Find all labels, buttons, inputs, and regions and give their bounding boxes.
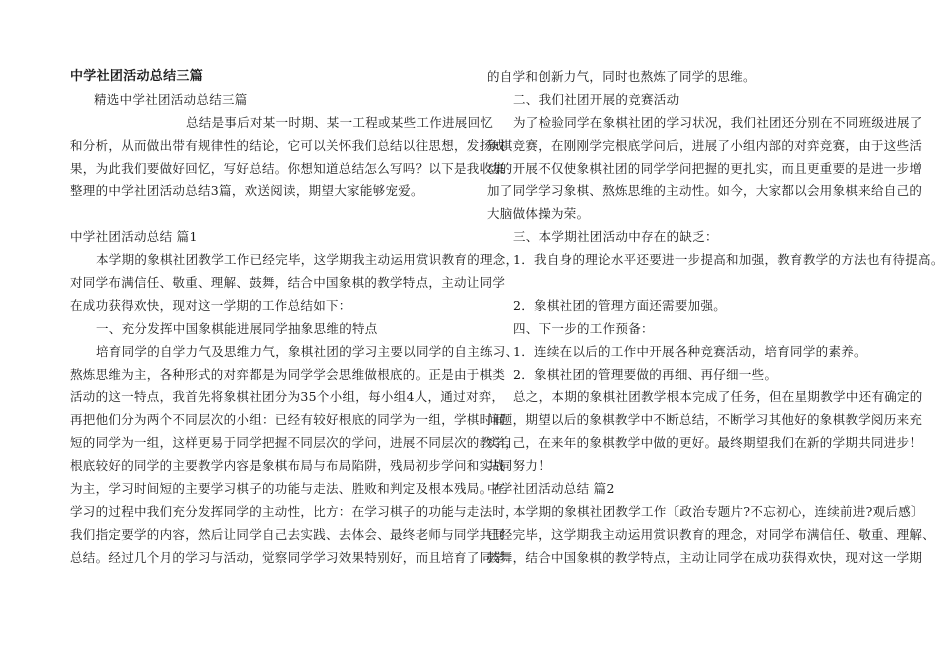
right-column-line: 2．象棋社团的管理方面还需要加强。 bbox=[513, 297, 727, 313]
left-column-line: 培育同学的自学力气及思维力气，象棋社团的学习主要以同学的自主练习、 bbox=[96, 343, 519, 359]
right-column-line: 三、本学期社团活动中存在的缺乏： bbox=[513, 229, 718, 245]
left-column bbox=[70, 66, 519, 570]
right-column-line: 1．我自身的理论水平还要进一步提高和加强，教育教学的方法也有待提高。 bbox=[513, 252, 944, 268]
right-column-line: 的自学和创新力气，同时也熬炼了同学的思维。 bbox=[487, 69, 756, 84]
left-column-line: 精选中学社团活动总结三篇 bbox=[94, 91, 248, 107]
left-column-line: 对同学布满信任、敬重、理解、鼓舞，结合中国象棋的教学特点，主动让同学 bbox=[70, 275, 506, 291]
left-column-line: 为主，学习时间短的主要学习棋子的功能与走法、胜败和判定及根本残局。在 bbox=[70, 481, 506, 497]
left-column-line: 活动的这一特点，我首先将象棋社团分为35个小组，每小组4人，通过对弈， bbox=[70, 389, 505, 405]
right-column bbox=[487, 66, 944, 570]
left-column-line: 中学社团活动总结 篇1 bbox=[70, 229, 198, 245]
right-column-line: 二、我们社团开展的竞赛活动 bbox=[513, 91, 680, 107]
right-column-line: 问题，期望以后的象棋教学中不断总结，不断学习其他好的象棋教学阅历来充 bbox=[487, 412, 923, 428]
right-column-line: 鼓舞，结合中国象棋的教学特点，主动让同学在成功获得欢快，现对这一学期 bbox=[487, 549, 923, 565]
document-title: 中学社团活动总结三篇 bbox=[70, 69, 204, 84]
right-column-line: 1．连续在以后的工作中开展各种竞赛活动，培育同学的素养。 bbox=[513, 343, 867, 359]
right-column-line: 动的开展不仅使象棋社团的同学学问把握的更扎实，而且更重要的是进一步增 bbox=[487, 160, 923, 176]
left-column-line: 短的同学为一组，这样更易于同学把握不同层次的学问，进展不同层次的教学， bbox=[70, 435, 519, 451]
right-column-line: 2．象棋社团的管理要做的再细、再仔细一些。 bbox=[513, 366, 778, 382]
left-column-line: 根底较好的同学的主要教学内容是象棋布局与布局陷阱，残局初步学问和实战 bbox=[70, 458, 506, 474]
right-column-line: 总之，本期的象棋社团教学根本完成了任务，但在星期教学中还有确定的 bbox=[513, 389, 923, 405]
right-column-line: 中学社团活动总结 篇2 bbox=[487, 481, 615, 497]
right-column-line: 本学期的象棋社团教学工作〔政治专题片?不忘初心，连续前进?观后感〕 bbox=[513, 503, 924, 519]
left-column-line: 一、充分发挥中国象棋能进展同学抽象思维的特点 bbox=[96, 320, 378, 336]
left-column-line: 学习的过程中我们充分发挥同学的主动性，比方：在学习棋子的功能与走法时， bbox=[70, 503, 519, 519]
left-column-line bbox=[70, 203, 470, 226]
left-column-line: 总结。经过几个月的学习与活动，觉察同学学习效果特别好，而且培育了同学 bbox=[70, 549, 506, 565]
left-column-line: 在成功获得欢快，现对这一学期的工作总结如下： bbox=[70, 297, 352, 313]
left-column-line: 整理的中学社团活动总结3篇，欢送阅读，期望大家能够宠爱。 bbox=[70, 183, 424, 199]
right-column-line: 四、下一步的工作预备： bbox=[513, 320, 654, 336]
left-column-line: 果，为此我们要做好回忆，写好总结。你想知道总结怎么写吗？以下是我收集 bbox=[70, 160, 506, 176]
right-column-line: 为了检验同学在象棋社团的学习状况，我们社团还分别在不同班级进展了 bbox=[513, 114, 923, 130]
left-column-line: 再把他们分为两个不同层次的小组：已经有较好根底的同学为一组，学棋时间 bbox=[70, 412, 506, 428]
left-column-line: 我们指定要学的内容，然后让同学自己去实践、去体会、最终老师与同学共同 bbox=[70, 526, 506, 542]
left-column-line: 熬炼思维为主，各种形式的对弈都是为同学学会思维做根底的。正是由于棋类 bbox=[70, 366, 506, 382]
right-column-line: 已经完毕，这学期我主动运用赏识教育的理念，对同学布满信任、敬重、理解、 bbox=[487, 526, 936, 542]
right-column-line: 共同努力！ bbox=[487, 458, 552, 474]
left-column-line: 本学期的象棋社团教学工作已经完毕，这学期我主动运用赏识教育的理念， bbox=[96, 252, 519, 268]
right-column-line: 象棋竞赛，在刚刚学完根底学问后，进展了小组内部的对弈竞赛，由于这些活 bbox=[487, 137, 923, 153]
right-column-line: 实自己，在来年的象棋教学中做的更好。最终期望我们在新的学期共同进步！ bbox=[487, 435, 923, 451]
right-column-line: 加了同学学习象棋、熬炼思维的主动性。如今，大家都以会用象棋来给自己的 bbox=[487, 183, 923, 199]
left-column-line: 和分析，从而做出带有规律性的结论，它可以关怀我们总结以往思想，发扬成 bbox=[70, 137, 506, 153]
right-column-line: 大脑做体操为荣。 bbox=[487, 206, 590, 222]
right-column-line bbox=[487, 272, 897, 295]
left-column-line: 总结是事后对某一时期、某一工程或某些工作进展回忆 bbox=[186, 114, 494, 130]
